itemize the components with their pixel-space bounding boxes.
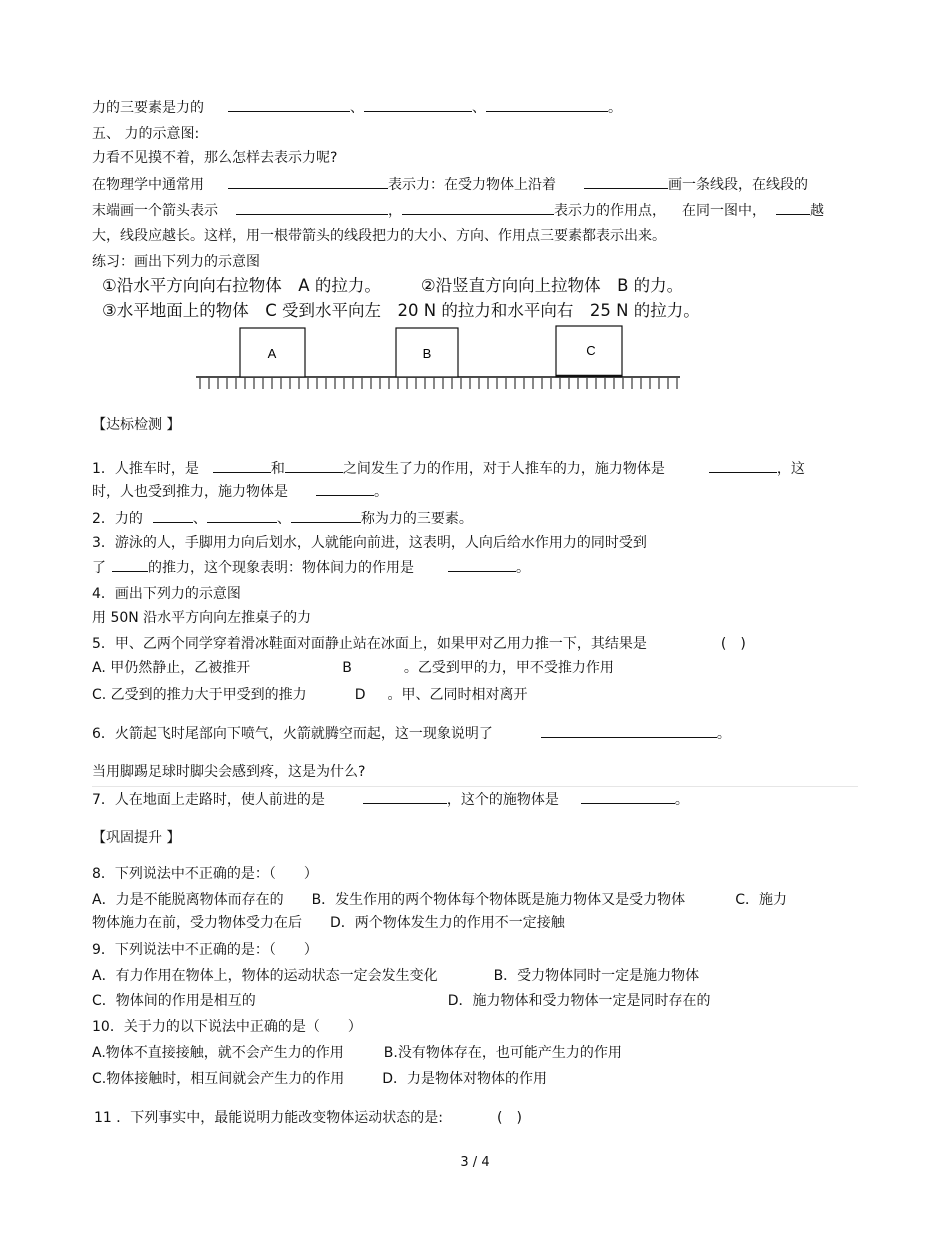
blank[interactable]: [236, 200, 388, 215]
page-number: 3 / 4: [460, 1155, 490, 1170]
blank[interactable]: [285, 458, 343, 473]
q8-options: A．力是不能脱离物体而存在的 B．发生作用的两个物体每个物体既是施力物体又是受力物体 C．施力: [92, 892, 787, 908]
blank[interactable]: [448, 557, 516, 572]
section-heading: 【达标检测 】: [92, 417, 181, 433]
blank[interactable]: [486, 97, 608, 112]
fill-line: 末端画一个箭头表示 ， 表示力的作用点， 在同一图中， 越: [92, 200, 824, 221]
q9-options: C．物体间的作用是相互的 D．施力物体和受力物体一定是同时存在的: [92, 993, 711, 1009]
q6-line: 6．火箭起飞时尾部向下喷气，火箭就腾空而起，这一现象说明了 。: [92, 723, 731, 744]
q3-line: 3．游泳的人，手脚用力向后划水，人就能向前进，这表明，人向后给水作用力的同时受到: [92, 535, 647, 551]
q5-options: C. 乙受到的推力大于甲受到的推力 D 。甲、乙同时相对离开: [92, 687, 528, 703]
q5-line: 5．甲、乙两个同学穿着滑冰鞋面对面静止站在冰面上，如果甲对乙用力推一下，其结果是 ( ): [92, 636, 746, 652]
q8-line: 8．下列说法中不正确的是：（ ）: [92, 866, 318, 882]
ground-hatching: [200, 378, 677, 389]
three-elements-line: 力的三要素是力的 、 、 。: [92, 97, 622, 118]
q1-line: 1．人推车时，是 和 之间发生了力的作用，对于人推车的力，施力物体是 ，这: [92, 458, 805, 479]
blank[interactable]: [207, 508, 277, 523]
blank[interactable]: [213, 458, 271, 473]
q10-options: C.物体接触时，相互间就会产生力的作用 D．力是物体对物体的作用: [92, 1071, 548, 1087]
practice-line: ③水平地面上的物体 C 受到水平向左 20 N 的拉力和水平向右 25 N 的拉力。: [102, 301, 700, 320]
box-a: [240, 328, 305, 377]
blank[interactable]: [364, 97, 472, 112]
blank[interactable]: [709, 458, 777, 473]
blank[interactable]: [228, 97, 350, 112]
q4-line: 4．画出下列力的示意图: [92, 586, 241, 602]
blank[interactable]: [402, 200, 554, 215]
q10-line: 10．关于力的以下说法中正确的是（ ）: [92, 1019, 362, 1035]
section-heading: 五、 力的示意图:: [92, 126, 200, 142]
blank[interactable]: [581, 789, 675, 804]
blank[interactable]: [316, 481, 374, 496]
q11-line: 11 ．下列事实中，最能说明力能改变物体运动状态的是: ( ): [94, 1110, 522, 1126]
q2-line: 2．力的 、 、 称为力的三要素。: [92, 508, 473, 529]
blank[interactable]: [153, 508, 193, 523]
box-label: B: [422, 346, 432, 361]
blank[interactable]: [776, 200, 810, 215]
q9-options: A．有力作用在物体上，物体的运动状态一定会发生变化 B．受力物体同时一定是施力物体: [92, 968, 700, 984]
q9-line: 9．下列说法中不正确的是：（ ）: [92, 942, 318, 958]
fill-line: 在物理学中通常用 表示力：在受力物体上沿着 画一条线段，在线段的: [92, 174, 808, 195]
practice-line: ①沿水平方向向右拉物体 A 的拉力。 ②沿竖直方向向上拉物体 B 的力。: [102, 276, 684, 295]
blank[interactable]: [291, 508, 361, 523]
question-text: 力看不见摸不着，那么怎样去表示力呢?: [92, 150, 338, 166]
divider: [92, 786, 858, 787]
q10-options: A.物体不直接接触，就不会产生力的作用 B.没有物体存在，也可能产生力的作用: [92, 1045, 622, 1061]
q5-options: A. 甲仍然静止，乙被推开 B 。乙受到甲的力，甲不受推力作用: [92, 660, 614, 676]
ground-diagram: [190, 322, 690, 394]
blank[interactable]: [363, 789, 447, 804]
section-heading: 【巩固提升 】: [92, 830, 181, 846]
q1-line: 时，人也受到推力，施力物体是 。: [92, 481, 388, 502]
practice-title: 练习：画出下列力的示意图: [92, 254, 260, 270]
extra-question: 当用脚踢足球时脚尖会感到疼，这是为什么?: [92, 764, 366, 780]
q4-line: 用 50N 沿水平方向向左推桌子的力: [92, 610, 312, 626]
blank[interactable]: [541, 723, 717, 738]
q8-options: 物体施力在前，受力物体受力在后 D．两个物体发生力的作用不一定接触: [92, 915, 565, 931]
box-b: [396, 328, 458, 377]
q7-line: 7．人在地面上走路时，使人前进的是 ，这个的施物体是 。: [92, 789, 689, 810]
box-c: [556, 326, 622, 377]
text-line: 大，线段应越长。这样，用一根带箭头的线段把力的大小、方向、作用点三要素都表示出来。: [92, 228, 666, 244]
blank[interactable]: [112, 557, 148, 572]
blank[interactable]: [228, 174, 388, 189]
box-label: A: [267, 346, 277, 361]
box-label: C: [586, 343, 596, 358]
q3-line: 了 的推力，这个现象表明：物体间力的作用是 。: [92, 557, 530, 578]
blank[interactable]: [584, 174, 668, 189]
